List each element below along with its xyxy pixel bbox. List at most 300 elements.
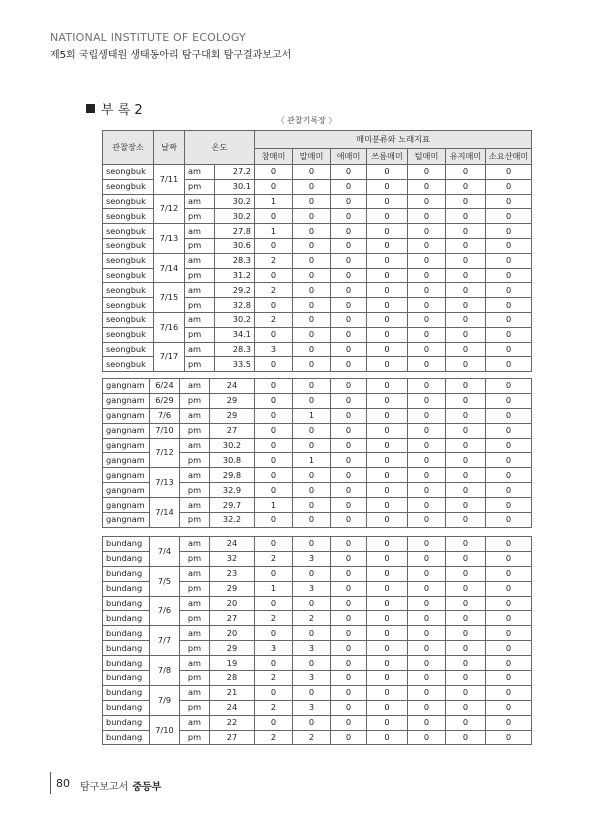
count-cell: 0 (446, 357, 486, 372)
publisher-title: NATIONAL INSTITUTE OF ECOLOGY (50, 31, 246, 44)
count-cell: 0 (255, 209, 293, 224)
count-cell: 0 (331, 498, 367, 513)
date-cell: 6/29 (150, 393, 180, 408)
species-header: 유지매미 (446, 149, 486, 165)
count-cell: 0 (446, 209, 486, 224)
count-cell: 2 (255, 611, 293, 626)
square-bullet-icon (86, 104, 95, 113)
count-cell: 0 (408, 671, 446, 686)
period-cell: am (185, 283, 215, 298)
location-cell: bundang (103, 537, 150, 552)
count-cell: 3 (293, 700, 331, 715)
count-cell: 0 (486, 327, 532, 342)
count-cell: 0 (408, 165, 446, 180)
count-cell: 3 (293, 581, 331, 596)
period-cell: pm (180, 423, 210, 438)
species-group-header: 매미분류와 노래지표 (255, 131, 532, 149)
bundang-table (102, 536, 532, 745)
date-cell: 7/8 (150, 656, 180, 686)
date-cell: 7/11 (154, 165, 185, 195)
count-cell: 0 (331, 165, 367, 180)
temp-cell: 30.2 (210, 438, 255, 453)
species-header: 털매미 (408, 149, 446, 165)
count-cell: 0 (331, 483, 367, 498)
period-cell: am (185, 312, 215, 327)
count-cell: 0 (486, 194, 532, 209)
count-cell: 0 (293, 357, 331, 372)
count-cell: 0 (486, 224, 532, 239)
count-cell: 0 (331, 224, 367, 239)
count-cell: 0 (446, 408, 486, 423)
count-cell: 0 (367, 194, 408, 209)
count-cell: 0 (408, 327, 446, 342)
location-cell: bundang (103, 581, 150, 596)
temp-cell: 29 (210, 641, 255, 656)
count-cell: 0 (446, 268, 486, 283)
count-cell: 0 (367, 551, 408, 566)
count-cell: 0 (486, 209, 532, 224)
temp-cell: 30.2 (215, 194, 255, 209)
count-cell: 0 (486, 165, 532, 180)
location-cell: seongbuk (103, 312, 154, 327)
temp-cell: 22 (210, 715, 255, 730)
count-cell: 0 (293, 253, 331, 268)
table-row (103, 423, 532, 438)
count-cell: 0 (446, 298, 486, 313)
temp-cell: 29.8 (210, 468, 255, 483)
table-row (103, 498, 532, 513)
count-cell: 0 (367, 453, 408, 468)
date-cell: 7/13 (154, 224, 185, 254)
period-cell: am (185, 342, 215, 357)
count-cell: 0 (293, 238, 331, 253)
count-cell: 0 (367, 685, 408, 700)
count-cell: 0 (408, 298, 446, 313)
temp-cell: 29.2 (215, 283, 255, 298)
count-cell: 0 (331, 342, 367, 357)
count-cell: 3 (255, 641, 293, 656)
count-cell: 0 (446, 312, 486, 327)
temp-cell: 31.2 (215, 268, 255, 283)
count-cell: 0 (446, 379, 486, 394)
count-cell: 0 (367, 423, 408, 438)
table-row (103, 194, 532, 209)
count-cell: 0 (331, 685, 367, 700)
temp-cell: 29.7 (210, 498, 255, 513)
count-cell: 0 (446, 513, 486, 528)
temp-cell: 30.1 (215, 179, 255, 194)
count-cell: 3 (293, 671, 331, 686)
count-cell: 0 (367, 656, 408, 671)
count-cell: 0 (331, 581, 367, 596)
date-cell: 6/24 (150, 379, 180, 394)
count-cell: 0 (331, 468, 367, 483)
temp-cell: 28 (210, 671, 255, 686)
count-cell: 0 (293, 312, 331, 327)
count-cell: 2 (255, 253, 293, 268)
count-cell: 3 (255, 342, 293, 357)
count-cell: 0 (255, 357, 293, 372)
count-cell: 0 (486, 611, 532, 626)
count-cell: 0 (367, 537, 408, 552)
count-cell: 0 (446, 179, 486, 194)
location-cell: seongbuk (103, 165, 154, 180)
location-cell: seongbuk (103, 298, 154, 313)
species-header: 애매미 (331, 149, 367, 165)
period-cell: am (185, 165, 215, 180)
temp-cell: 21 (210, 685, 255, 700)
table-row (103, 626, 532, 641)
period-cell: pm (180, 483, 210, 498)
location-cell: gangnam (103, 453, 150, 468)
temp-cell: 34.1 (215, 327, 255, 342)
period-cell: pm (185, 327, 215, 342)
count-cell: 0 (446, 165, 486, 180)
count-cell: 0 (486, 596, 532, 611)
temp-cell: 29 (210, 581, 255, 596)
temp-cell: 30.2 (215, 209, 255, 224)
count-cell: 0 (408, 357, 446, 372)
period-cell: am (185, 224, 215, 239)
count-cell: 0 (446, 342, 486, 357)
count-cell: 0 (293, 393, 331, 408)
table-caption: 〈 관찰기록장 〉 (276, 116, 337, 125)
count-cell: 0 (367, 179, 408, 194)
footer-division: 중등부 (132, 782, 162, 793)
count-cell: 0 (446, 468, 486, 483)
count-cell: 0 (255, 408, 293, 423)
count-cell: 0 (408, 730, 446, 745)
count-cell: 0 (486, 566, 532, 581)
count-cell: 0 (331, 611, 367, 626)
count-cell: 0 (446, 224, 486, 239)
count-cell: 0 (293, 179, 331, 194)
count-cell: 0 (486, 700, 532, 715)
temp-cell: 32.9 (210, 483, 255, 498)
period-cell: pm (180, 551, 210, 566)
count-cell: 0 (446, 730, 486, 745)
count-cell: 0 (331, 238, 367, 253)
species-header: 참매미 (255, 149, 293, 165)
count-cell: 0 (367, 327, 408, 342)
footer-divider (50, 772, 51, 794)
count-cell: 0 (367, 253, 408, 268)
location-cell: seongbuk (103, 209, 154, 224)
temp-cell: 30.8 (210, 453, 255, 468)
count-cell: 0 (408, 379, 446, 394)
count-cell: 0 (446, 551, 486, 566)
count-cell: 0 (446, 656, 486, 671)
period-cell: am (185, 194, 215, 209)
count-cell: 0 (255, 513, 293, 528)
count-cell: 2 (293, 611, 331, 626)
temp-cell: 27 (210, 611, 255, 626)
count-cell: 0 (486, 408, 532, 423)
table-row (103, 685, 532, 700)
count-cell: 0 (486, 423, 532, 438)
date-cell: 7/14 (150, 498, 180, 528)
count-cell: 0 (408, 626, 446, 641)
count-cell: 0 (486, 342, 532, 357)
count-cell: 0 (255, 393, 293, 408)
species-header: 쓰름매미 (367, 149, 408, 165)
count-cell: 0 (293, 298, 331, 313)
table-row (103, 468, 532, 483)
location-cell: seongbuk (103, 268, 154, 283)
table-row (103, 537, 532, 552)
date-cell: 7/6 (150, 408, 180, 423)
period-cell: pm (185, 209, 215, 224)
count-cell: 0 (255, 566, 293, 581)
location-cell: gangnam (103, 423, 150, 438)
count-cell: 0 (293, 513, 331, 528)
period-cell: am (180, 626, 210, 641)
location-cell: bundang (103, 611, 150, 626)
count-cell: 0 (293, 268, 331, 283)
count-cell: 0 (486, 253, 532, 268)
period-cell: pm (180, 513, 210, 528)
count-cell: 0 (255, 238, 293, 253)
date-cell: 7/12 (154, 194, 185, 224)
table-row (103, 596, 532, 611)
count-cell: 0 (446, 327, 486, 342)
table-row (103, 283, 532, 298)
appendix-title: 부 록 2 (101, 103, 143, 118)
count-cell: 0 (367, 700, 408, 715)
temp-cell: 28.3 (215, 253, 255, 268)
count-cell: 0 (446, 671, 486, 686)
temp-cell: 29 (210, 408, 255, 423)
count-cell: 0 (486, 238, 532, 253)
count-cell: 0 (331, 298, 367, 313)
count-cell: 0 (293, 165, 331, 180)
count-cell: 2 (255, 283, 293, 298)
count-cell: 0 (446, 238, 486, 253)
count-cell: 0 (293, 327, 331, 342)
count-cell: 0 (293, 656, 331, 671)
count-cell: 2 (255, 671, 293, 686)
count-cell: 0 (446, 626, 486, 641)
period-cell: pm (185, 357, 215, 372)
count-cell: 2 (255, 551, 293, 566)
gangnam-body (103, 379, 532, 528)
period-cell: pm (180, 393, 210, 408)
count-cell: 0 (331, 596, 367, 611)
count-cell: 0 (486, 513, 532, 528)
count-cell: 0 (331, 537, 367, 552)
count-cell: 0 (446, 194, 486, 209)
count-cell: 0 (293, 379, 331, 394)
period-cell: pm (185, 179, 215, 194)
temp-cell: 30.2 (215, 312, 255, 327)
count-cell: 0 (446, 537, 486, 552)
date-cell: 7/6 (150, 596, 180, 626)
location-cell: gangnam (103, 408, 150, 423)
location-cell: bundang (103, 671, 150, 686)
location-cell: gangnam (103, 379, 150, 394)
count-cell: 0 (255, 685, 293, 700)
count-cell: 0 (408, 283, 446, 298)
period-cell: am (185, 253, 215, 268)
period-cell: am (180, 656, 210, 671)
date-cell: 7/17 (154, 342, 185, 372)
count-cell: 3 (293, 641, 331, 656)
count-cell: 0 (408, 224, 446, 239)
temp-cell: 29 (210, 393, 255, 408)
count-cell: 0 (486, 671, 532, 686)
count-cell: 0 (367, 438, 408, 453)
count-cell: 0 (408, 581, 446, 596)
count-cell: 0 (486, 551, 532, 566)
count-cell: 0 (446, 715, 486, 730)
location-cell: seongbuk (103, 283, 154, 298)
location-header: 관찰장소 (103, 131, 154, 165)
table-row (103, 438, 532, 453)
count-cell: 0 (486, 298, 532, 313)
count-cell: 0 (367, 408, 408, 423)
count-cell: 1 (293, 408, 331, 423)
temp-header: 온도 (185, 131, 255, 165)
count-cell: 0 (331, 656, 367, 671)
count-cell: 0 (486, 283, 532, 298)
count-cell: 0 (408, 453, 446, 468)
period-cell: pm (180, 730, 210, 745)
temp-cell: 19 (210, 656, 255, 671)
temp-cell: 27.2 (215, 165, 255, 180)
count-cell: 0 (408, 641, 446, 656)
count-cell: 0 (446, 611, 486, 626)
period-cell: am (180, 685, 210, 700)
location-cell: seongbuk (103, 253, 154, 268)
count-cell: 0 (367, 730, 408, 745)
count-cell: 0 (446, 438, 486, 453)
count-cell: 0 (408, 513, 446, 528)
count-cell: 0 (367, 596, 408, 611)
count-cell: 0 (255, 298, 293, 313)
period-cell: pm (185, 298, 215, 313)
count-cell: 0 (255, 268, 293, 283)
temp-cell: 24 (210, 537, 255, 552)
count-cell: 0 (367, 468, 408, 483)
location-cell: bundang (103, 730, 150, 745)
count-cell: 0 (331, 513, 367, 528)
count-cell: 0 (367, 224, 408, 239)
date-cell: 7/7 (150, 626, 180, 656)
count-cell: 0 (331, 453, 367, 468)
count-cell: 0 (408, 342, 446, 357)
count-cell: 0 (293, 438, 331, 453)
count-cell: 2 (293, 730, 331, 745)
count-cell: 0 (408, 537, 446, 552)
count-cell: 0 (331, 438, 367, 453)
count-cell: 0 (331, 268, 367, 283)
count-cell: 1 (255, 498, 293, 513)
period-cell: am (180, 468, 210, 483)
count-cell: 0 (446, 423, 486, 438)
count-cell: 0 (486, 312, 532, 327)
count-cell: 0 (331, 423, 367, 438)
count-cell: 0 (367, 671, 408, 686)
count-cell: 0 (408, 393, 446, 408)
count-cell: 0 (331, 566, 367, 581)
count-cell: 0 (408, 253, 446, 268)
period-cell: pm (185, 238, 215, 253)
count-cell: 0 (486, 730, 532, 745)
count-cell: 0 (331, 179, 367, 194)
count-cell: 0 (331, 700, 367, 715)
count-cell: 0 (486, 656, 532, 671)
count-cell: 0 (367, 393, 408, 408)
count-cell: 0 (408, 438, 446, 453)
count-cell: 0 (255, 438, 293, 453)
location-cell: gangnam (103, 513, 150, 528)
count-cell: 0 (331, 393, 367, 408)
date-cell: 7/13 (150, 468, 180, 498)
count-cell: 0 (446, 685, 486, 700)
table-row (103, 224, 532, 239)
count-cell: 0 (408, 194, 446, 209)
page-number: 80 (56, 777, 70, 790)
table-row (103, 408, 532, 423)
count-cell: 0 (367, 513, 408, 528)
location-cell: bundang (103, 715, 150, 730)
count-cell: 0 (486, 468, 532, 483)
count-cell: 0 (367, 566, 408, 581)
count-cell: 0 (367, 641, 408, 656)
count-cell: 1 (293, 453, 331, 468)
gangnam-table (102, 378, 532, 528)
count-cell: 0 (367, 165, 408, 180)
count-cell: 0 (293, 596, 331, 611)
temp-cell: 28.3 (215, 342, 255, 357)
period-cell: am (180, 498, 210, 513)
date-cell: 7/10 (150, 423, 180, 438)
count-cell: 0 (486, 685, 532, 700)
count-cell: 0 (367, 312, 408, 327)
count-cell: 0 (293, 715, 331, 730)
count-cell: 0 (331, 671, 367, 686)
location-cell: bundang (103, 685, 150, 700)
date-cell: 7/5 (150, 566, 180, 596)
location-cell: seongbuk (103, 342, 154, 357)
count-cell: 0 (293, 685, 331, 700)
count-cell: 0 (408, 685, 446, 700)
count-cell: 0 (255, 656, 293, 671)
count-cell: 0 (408, 238, 446, 253)
period-cell: pm (180, 671, 210, 686)
count-cell: 0 (255, 179, 293, 194)
count-cell: 0 (367, 483, 408, 498)
count-cell: 0 (255, 468, 293, 483)
count-cell: 0 (255, 165, 293, 180)
count-cell: 0 (331, 357, 367, 372)
location-cell: bundang (103, 551, 150, 566)
table-row (103, 656, 532, 671)
count-cell: 0 (255, 423, 293, 438)
count-cell: 0 (331, 209, 367, 224)
temp-cell: 20 (210, 626, 255, 641)
location-cell: seongbuk (103, 179, 154, 194)
footer-label (80, 778, 161, 793)
count-cell: 0 (486, 379, 532, 394)
temp-cell: 30.6 (215, 238, 255, 253)
count-cell: 0 (486, 393, 532, 408)
count-cell: 0 (255, 537, 293, 552)
count-cell: 0 (446, 566, 486, 581)
count-cell: 0 (367, 611, 408, 626)
count-cell: 0 (408, 596, 446, 611)
count-cell: 0 (408, 468, 446, 483)
